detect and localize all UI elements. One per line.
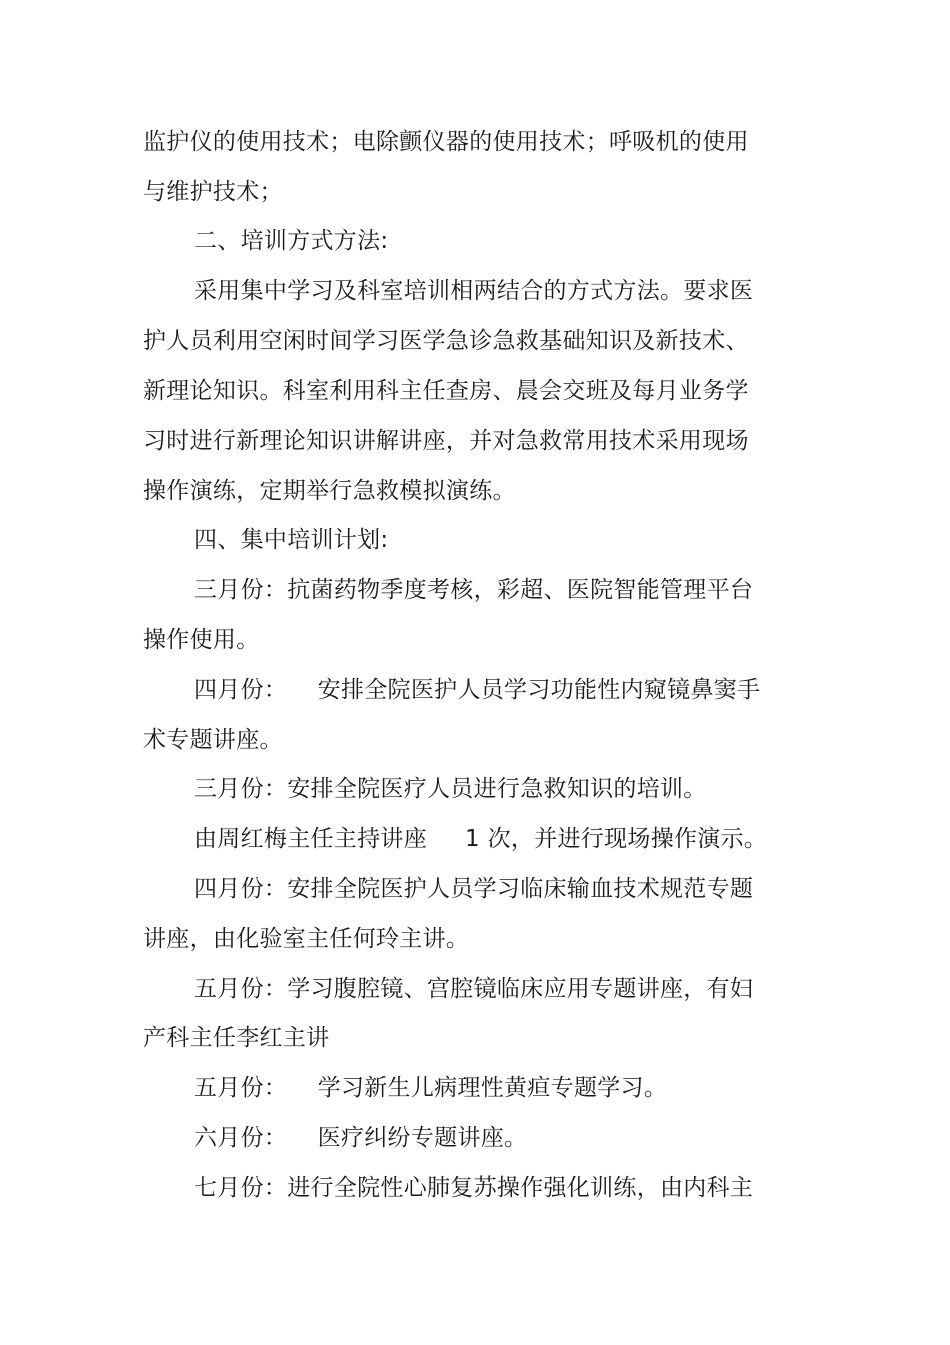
paragraph-line: 五月份：学习腹腔镜、宫腔镜临床应用专题讲座，有妇 — [194, 976, 754, 1002]
paragraph-line: 操作演练，定期举行急救模拟演练。 — [143, 478, 516, 504]
paragraph-line: 四月份：安排全院医护人员学习临床输血技术规范专题 — [194, 876, 754, 902]
paragraph-line: 六月份： 医疗纠纷专题讲座。 — [194, 1125, 528, 1151]
paragraph-line: 四月份： 安排全院医护人员学习功能性内窥镜鼻窦手 — [194, 677, 761, 703]
section-heading: 四、集中培训计划: — [194, 527, 389, 553]
paragraph-line: 讲座，由化验室主任何玲主讲。 — [143, 926, 470, 952]
paragraph-line: 监护仪的使用技术；电除颤仪器的使用技术；呼吸机的使用 — [143, 129, 749, 155]
paragraph-line: 三月份：抗菌药物季度考核，彩超、医院智能管理平台 — [194, 577, 754, 603]
paragraph-line: 新理论知识。科室利用科主任查房、晨会交班及每月业务学 — [143, 378, 749, 404]
paragraph-line: 采用集中学习及科室培训相两结合的方式方法。要求医 — [194, 278, 754, 304]
paragraph-line: 习时进行新理论知识讲解讲座，并对急救常用技术采用现场 — [143, 428, 749, 454]
paragraph-line: 术专题讲座。 — [143, 727, 283, 753]
paragraph-line: 七月份：进行全院性心肺复苏操作强化训练，由内科主 — [194, 1175, 754, 1201]
paragraph-line: 产科主任李红主讲 — [143, 1025, 330, 1051]
paragraph-line: 三月份：安排全院医疗人员进行急救知识的培训。 — [194, 776, 707, 802]
paragraph-line: 护人员利用空闲时间学习医学急诊急救基础知识及新技术、 — [143, 328, 749, 354]
paragraph-line: 五月份： 学习新生儿病理性黄疸专题学习。 — [194, 1075, 668, 1101]
paragraph-line: 与维护技术； — [143, 179, 283, 205]
paragraph-line: 操作使用。 — [143, 627, 260, 653]
section-heading: 二、培训方式方法: — [194, 228, 389, 254]
paragraph-line: 由周红梅主任主持讲座 1 次，并进行现场操作演示。 — [194, 826, 768, 852]
